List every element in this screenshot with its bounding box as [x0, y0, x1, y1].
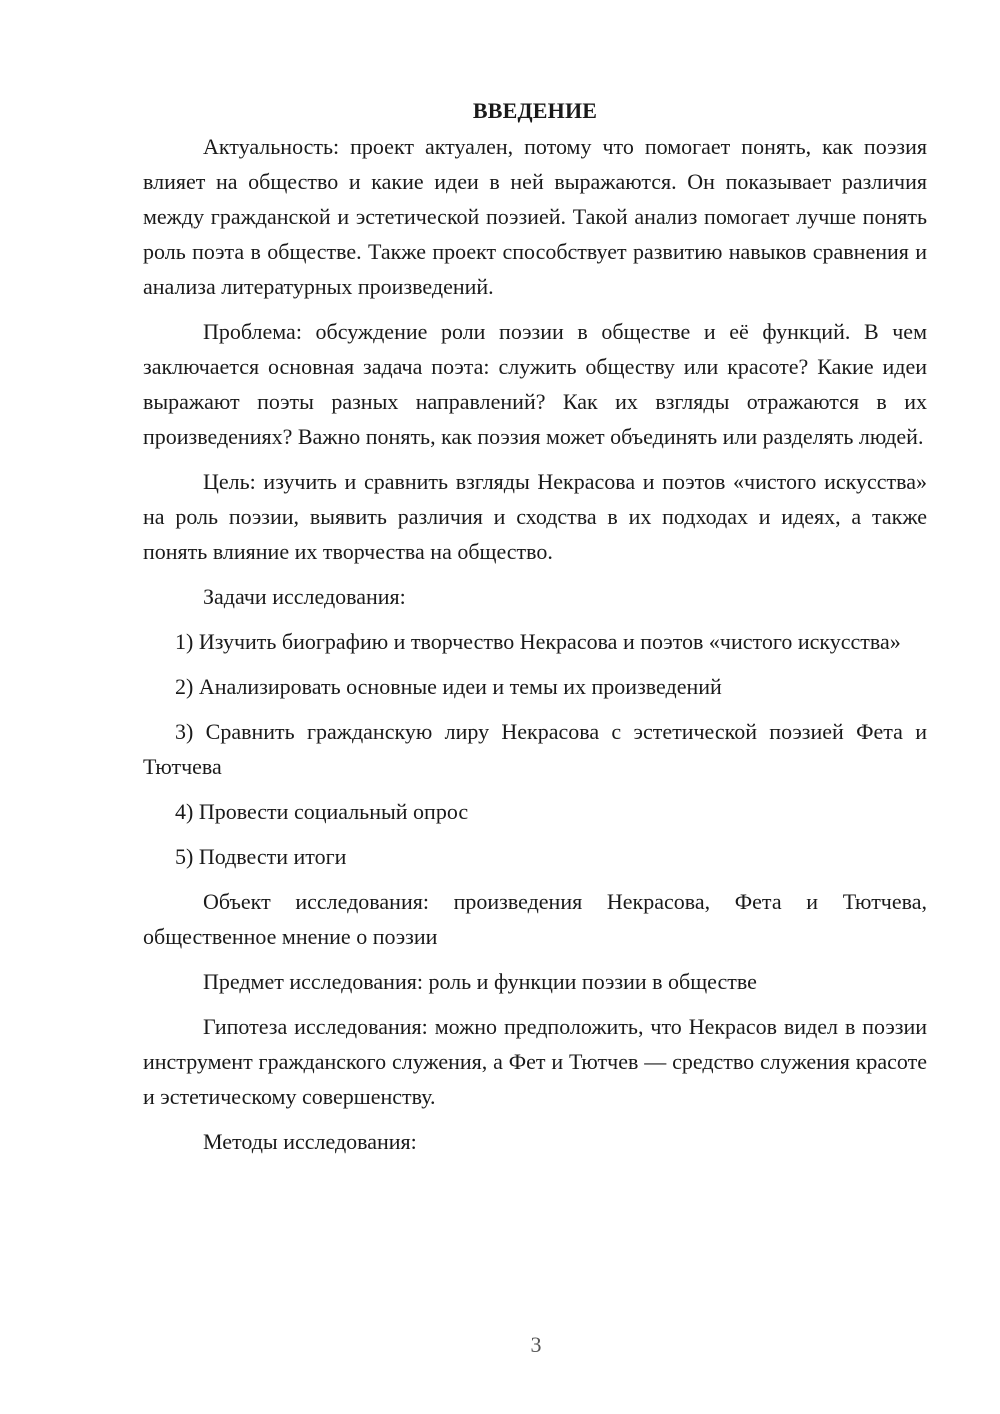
page-content — [143, 93, 927, 1169]
paragraph-goal: Цель: изучить и сравнить взгляды Некрасова и поэтов «чистого искусства» на роль поэзии, выявить различия и сходства в их подходах и идеях, а также понять влияние их творчества на общество. — [143, 469, 927, 564]
list-item-task-1: 1) Изучить биографию и творчество Некрасова и поэтов «чистого искусства» — [175, 629, 901, 654]
paragraph-problem: Проблема: обсуждение роли поэзии в обществе и её функций. В чем заключается основная задача поэта: служить обществу или красоте? Какие идеи выражают поэты разных направлений? Как их взгляды отражаются в их произведениях? Важно понять, как поэзия может объединять или разделять людей. — [143, 319, 927, 449]
paragraph-methods: Методы исследования: — [203, 1129, 417, 1154]
page-number: 3 — [530, 1332, 542, 1357]
list-item-task-5: 5) Подвести итоги — [175, 844, 347, 869]
paragraph-object: Объект исследования: произведения Некрасова, Фета и Тютчева, общественное мнение о поэзии — [143, 889, 927, 949]
paragraph-relevance: Актуальность: проект актуален, потому что помогает понять, как поэзия влияет на общество и какие идеи в ней выражаются. Он показывает различия между гражданской и эстетической поэзией. Такой анализ помогает лучше понять роль поэта в обществе. Также проект способствует развитию навыков сравнения и анализа литературных произведений. — [143, 134, 927, 299]
tasks-heading: Задачи исследования: — [203, 584, 406, 609]
paragraph-subject: Предмет исследования: роль и функции поэзии в обществе — [203, 969, 757, 994]
section-title: ВВЕДЕНИЕ — [472, 98, 598, 123]
list-item-task-4: 4) Провести социальный опрос — [175, 799, 469, 824]
list-item-task-3: 3) Сравнить гражданскую лиру Некрасова с эстетической поэзией Фета и Тютчева — [143, 719, 927, 779]
list-item-task-2: 2) Анализировать основные идеи и темы их произведений — [175, 674, 722, 699]
paragraph-hypothesis: Гипотеза исследования: можно предположить, что Некрасов видел в поэзии инструмент гражданского служения, а Фет и Тютчев — средство служения красоте и эстетическому совершенству. — [143, 1014, 927, 1109]
tasks-list — [143, 624, 927, 874]
